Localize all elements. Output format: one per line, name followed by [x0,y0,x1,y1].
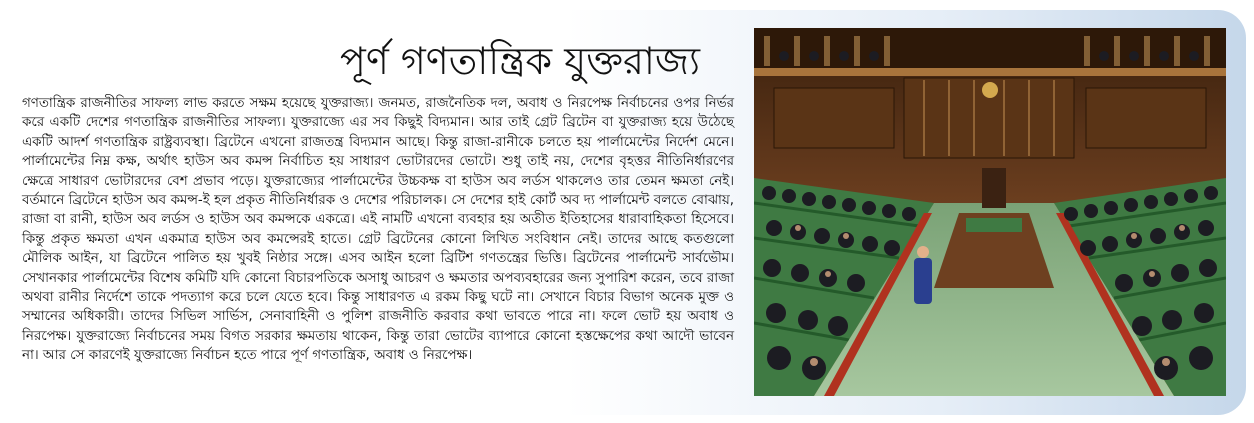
house-of-commons-photo [754,28,1226,396]
article-body: গণতান্ত্রিক রাজনীতির সাফল্য লাভ করতে সক্ষম হয়েছে যুক্তরাজ্য। জনমত, রাজনৈতিক দল, অবাধ ও নিরপেক্ষ নির্বাচনের ওপর নির্ভর করে একটি দেশের গণতান্ত্রিক রাজনীতির সাফল্য। যুক্তরাজ্যে এর সব কিছুই বিদ্যমান। আর তাই গ্রেট ব্রিটেন বা যুক্তরাজ্য হয়ে উঠেছে একটি আদর্শ গণতান্ত্রিক রাষ্ট্রব্যবস্থা। ব্রিটেনে এখনো রাজতন্ত্র বিদ্যমান আছে। কিন্তু রাজা-রানীকে চলতে হয় পার্লামেন্টের নির্দেশ মেনে। পার্লামেন্টের নিম্ন কক্ষ, অর্থাৎ হাউস অব কমন্স নির্বাচিত হয় সাধারণ ভোটারদের ভোটে। শুধু তাই নয়, দেশের বৃহত্তর নীতিনির্ধারণের ক্ষেত্রে সাধারণ ভোটারদের বেশ প্রভাব পড়ে। যুক্তরাজ্যের পার্লামেন্টের উচ্চকক্ষ বা হাউস অব লর্ডস থাকলেও তার তেমন ক্ষমতা নেই। বর্তমানে ব্রিটেনে হাউস অব কমন্স-ই হল প্রকৃত নীতিনির্ধারক ও দেশের পরিচালক। সে দেশের হাই কোর্ট অব দ্য পার্লামেন্ট বলতে বোঝায়, রাজা বা রানী, হাউস অব লর্ডস ও হাউস অব কমন্সকে একত্রে। এই নামটি এখনো ব্যবহার হয় অতীত ইতিহাসের ধারাবাহিকতা হিসেবে। কিন্তু প্রকৃত ক্ষমতা এখন একমাত্র হাউস অব কমন্সেরই হাতে। গ্রেট ব্রিটেনের কোনো লিখিত সংবিধান নেই। তাদের আছে কতগুলো মৌলিক আইন, যা ব্রিটেনে পালিত হয় খুবই নিষ্ঠার সঙ্গে। এসব আইন হলো ব্রিটিশ গণতন্ত্রের ভিত্তি। ব্রিটেনের পার্লামেন্ট সার্বভৌম। সেখানকার পার্লামেন্টের বিশেষ কমিটি যদি কোনো বিচারপতিকে অসাধু আচরণ ও ক্ষমতার অপব্যবহারের জন্য সুপারিশ করেন, তবে রাজা অথবা রানীর নির্দেশে তাকে পদত্যাগ করে চলে যেতে হবে। কিন্তু সাধারণত এ রকম কিছু ঘটে না। সেখানে বিচার বিভাগ অনেক মুক্ত ও সম্মানের অধিকারী। তাদের সিভিল সার্ভিস, সেনাবাহিনী ও পুলিশ রাজনীতি করবার কথা ভাবতে পারে না। ফলে ভোট হয় অবাধ ও নিরপেক্ষ। যুক্তরাজ্যে নির্বাচনের সময় বিগত সরকার ক্ষমতায় থাকেন, কিন্তু তারা ভোটের ব্যাপারে কোনো হস্তক্ষেপের কথা আদৌ ভাবেন না। আর সে কারণেই যুক্তরাজ্যে নির্বাচন হতে পারে পূর্ণ গণতান্ত্রিক, অবাধ ও নিরপেক্ষ। [22,96,734,364]
article-title: পূর্ণ গণতান্ত্রিক যুক্তরাজ্য [340,39,700,83]
